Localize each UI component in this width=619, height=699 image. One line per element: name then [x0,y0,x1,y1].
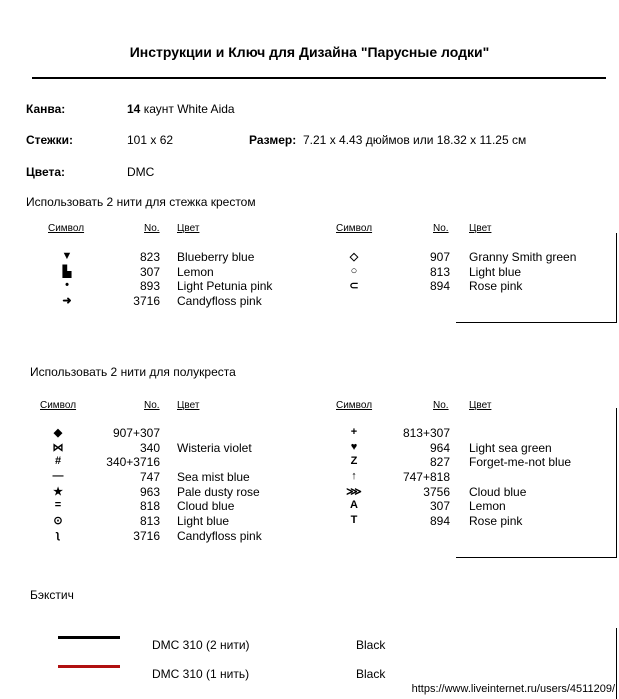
half-number: 963 [139,485,160,499]
half-number: 818 [139,499,160,513]
half-number: 3716 [133,529,160,543]
half-right-header-no: No. [433,400,449,411]
half-number: 827 [429,455,450,469]
stitches-value: 101 x 62 [127,133,174,147]
cross-number: 823 [139,250,160,264]
canvas-count: 14 [127,102,141,116]
watermark-url: https://www.liveinternet.ru/users/4511209/ [411,683,615,695]
half-symbol: ♥ [350,441,358,453]
half-number: 340+3716 [106,455,160,469]
canvas-label: Канва: [26,102,66,116]
canvas-rest: каунт White Aida [143,102,235,116]
half-symbol: A [350,499,358,511]
cross-symbol: ◇ [349,251,359,263]
half-number: 307 [429,499,450,513]
half-color-name: Pale dusty rose [177,485,260,499]
half-symbol: ◆ [53,427,63,439]
half-table-border [616,408,617,558]
half-symbol: ⋈ [52,442,64,454]
backstitch-color-name: Black [356,638,386,652]
cross-left-header-no: No. [144,223,160,234]
colors-label: Цвета: [26,165,66,179]
cross-color-name: Blueberry blue [177,250,255,264]
cross-section-title: Использовать 2 нити для стежка крестом [26,195,256,209]
half-symbol: ʅ [56,529,60,541]
half-left-header-symbol: Символ [40,400,77,411]
cross-table-border [456,322,616,323]
cross-number: 894 [429,279,450,293]
half-color-name: Cloud blue [177,499,235,513]
half-symbol: ★ [53,486,63,498]
cross-color-name: Candyfloss pink [177,294,262,308]
backstitch-dmc: DMC 310 (1 нить) [152,667,250,681]
cross-color-name: Lemon [177,265,214,279]
backstitch-table-border [616,628,617,699]
half-color-name: Rose pink [469,514,523,528]
half-number: 907+307 [112,426,160,440]
cross-table-border [616,233,617,323]
cross-number: 307 [139,265,160,279]
half-right-header-symbol: Символ [336,400,373,411]
cross-symbol: ➜ [62,295,72,307]
cross-symbol: ▙ [62,266,72,278]
half-color-name: Light sea green [469,441,552,455]
title-divider [32,77,606,79]
half-color-name: Light blue [177,514,230,528]
half-right-header-color: Цвет [469,400,492,411]
page-title: Инструкции и Ключ для Дизайна "Парусные лодки" [129,44,490,60]
half-number: 3756 [423,485,450,499]
colors-value: DMC [127,165,155,179]
half-number: 894 [429,514,450,528]
half-symbol: ⊙ [53,515,63,527]
stitches-label: Стежки: [26,133,73,147]
half-number: 813 [139,514,160,528]
half-color-name: Candyfloss pink [177,529,262,543]
backstitch-line-sample [58,636,120,639]
half-symbol: Z [350,455,358,467]
half-left-header-color: Цвет [177,400,200,411]
half-number: 747+818 [402,470,450,484]
half-color-name: Forget-me-not blue [469,455,572,469]
cross-symbol: ○ [350,265,358,277]
half-color-name: Wisteria violet [177,441,252,455]
cross-right-header-color: Цвет [469,223,492,234]
cross-number: 3716 [133,294,160,308]
half-color-name: Lemon [469,499,506,513]
cross-left-header-symbol: Символ [48,223,85,234]
half-number: 340 [139,441,160,455]
backstitch-line-sample [58,665,120,668]
half-symbol: ↑ [351,470,357,482]
half-table-border [456,557,616,558]
size-value: 7.21 x 4.43 дюймов или 18.32 x 11.25 см [303,133,527,147]
half-number: 813+307 [402,426,450,440]
cross-color-name: Rose pink [469,279,523,293]
half-symbol: — [52,470,64,482]
half-symbol: = [54,499,62,511]
half-section-title: Использовать 2 нити для полукреста [30,365,236,379]
backstitch-dmc: DMC 310 (2 нити) [152,638,250,652]
size-label: Размер: [249,133,297,147]
cross-color-name: Light blue [469,265,522,279]
half-symbol: # [54,455,62,467]
canvas-value [127,102,235,116]
half-color-name: Sea mist blue [177,470,250,484]
half-left-header-no: No. [144,400,160,411]
backstitch-title: Бэкстич [30,588,74,602]
cross-number: 907 [429,250,450,264]
cross-number: 893 [139,279,160,293]
cross-left-header-color: Цвет [177,223,200,234]
cross-symbol: • [65,279,69,291]
half-number: 964 [429,441,450,455]
cross-color-name: Light Petunia pink [177,279,273,293]
cross-right-header-symbol: Символ [336,223,373,234]
cross-right-header-no: No. [433,223,449,234]
half-color-name: Cloud blue [469,485,527,499]
half-symbol: T [350,514,358,526]
cross-color-name: Granny Smith green [469,250,577,264]
backstitch-color-name: Black [356,667,386,681]
half-number: 747 [139,470,160,484]
cross-symbol: ⊂ [349,280,359,292]
cross-number: 813 [429,265,450,279]
half-symbol: + [350,426,358,438]
half-symbol: ⋙ [346,486,362,498]
cross-symbol: ▼ [61,250,73,262]
